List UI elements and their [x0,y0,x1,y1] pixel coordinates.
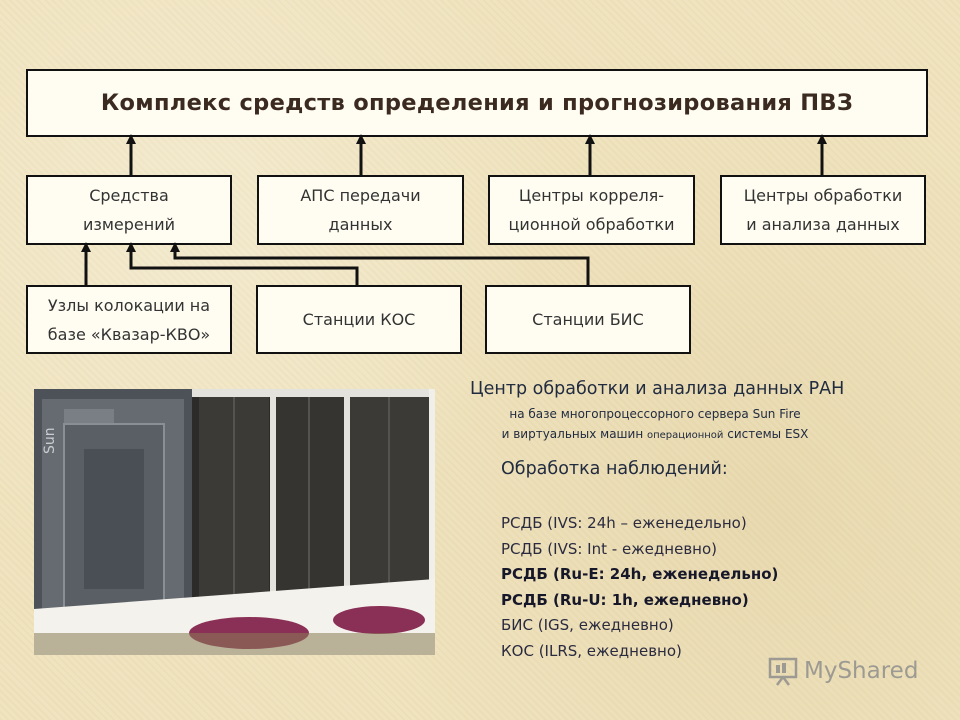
kos-stations-box: Станции КОС [256,285,462,354]
center-subtitle-1: на базе многопроцессорного сервера Sun Fire [509,407,801,421]
watermark [768,656,918,686]
processing-item: КОС (ILRS, ежедневно) [501,641,682,660]
processing-item: РСДБ (Ru-E: 24h, еженедельно) [501,565,779,583]
arrow-kos-to-measure [131,247,357,285]
watermark-text: MyShared [804,658,919,684]
presentation-board-icon [768,656,798,686]
center-subtitle-2-c: системы ESX [727,427,809,441]
center-title: Центр обработки и анализа данных РАН [470,379,845,399]
processing-item: РСДБ (IVS: Int - ежедневно) [501,539,717,558]
processing-list [501,511,778,664]
processing-title: Обработка наблюдений: [501,459,728,479]
center-subtitle-2 [470,427,840,441]
arrow-bis-to-measure [175,247,588,285]
processing-item: РСДБ (Ru-U: 1h, ежедневно) [501,590,749,609]
correlation-centers-box: Центры корреля- ционной обработки [488,175,695,245]
processing-item: РСДБ (IVS: 24h – еженедельно) [501,514,747,532]
sun-logo: Sun [42,427,58,454]
measurement-means-box: Средства измерений [26,175,232,245]
server-room-photo [34,389,435,655]
processing-item: БИС (IGS, ежедневно) [501,616,674,634]
center-subtitle-2-a: и виртуальных машин [501,427,644,441]
bis-stations-box: Станции БИС [485,285,691,354]
center-subtitle-2-b: операционной [647,430,724,441]
colocation-nodes-box: Узлы колокации на базе «Квазар-КВО» [26,285,232,354]
complex-title-box: Комплекс средств определения и прогнозирования ПВЗ [26,69,928,137]
aps-data-transfer-box: АПС передачи данных [257,175,464,245]
analysis-centers-box: Центры обработки и анализа данных [720,175,926,245]
